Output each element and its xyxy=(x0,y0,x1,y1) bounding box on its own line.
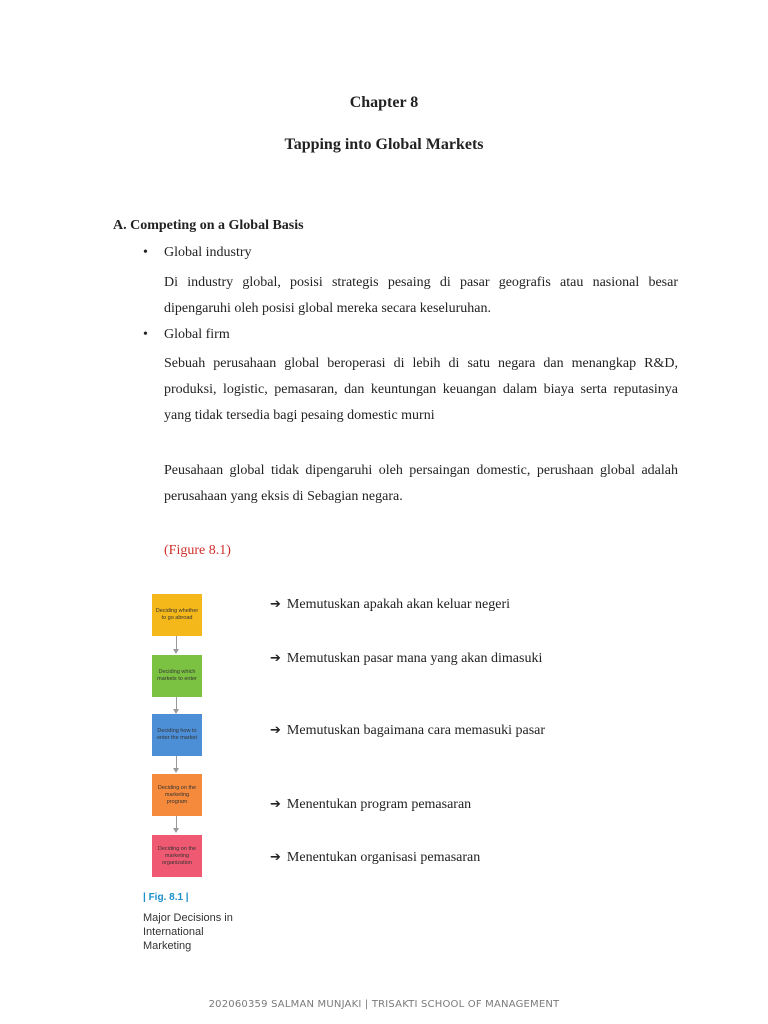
paragraph-global-industry: Di industry global, posisi strategis pesaing di pasar geografis atau nasional besar dipengaruhi oleh posisi global mereka secara keseluruhan. xyxy=(164,275,678,316)
flow-box-marketing-program xyxy=(152,774,202,816)
figure-caption: Major Decisions in International Marketing xyxy=(143,912,233,952)
flow-arrow-down-icon xyxy=(173,768,179,773)
flow-box-go-abroad xyxy=(152,594,202,636)
arrow-right-icon: ➔ xyxy=(270,651,281,666)
arrow-right-icon: ➔ xyxy=(270,797,281,812)
step-which-markets xyxy=(270,651,542,667)
bullet-dot-icon: • xyxy=(143,327,148,342)
flow-arrow-down-icon xyxy=(173,649,179,654)
chapter-title: Tapping into Global Markets xyxy=(284,136,484,153)
flow-box-text: Deciding how to enter the market xyxy=(156,728,198,741)
section-heading: A. Competing on a Global Basis xyxy=(113,218,304,233)
arrow-right-icon: ➔ xyxy=(270,850,281,865)
flow-connector xyxy=(176,636,177,650)
step-how-to-enter xyxy=(270,723,545,739)
step-marketing-program xyxy=(270,797,471,813)
bullet-dot-icon: • xyxy=(143,245,148,260)
figure-reference: (Figure 8.1) xyxy=(164,543,231,558)
step-text: Memutuskan pasar mana yang akan dimasuki xyxy=(286,651,543,666)
flow-arrow-down-icon xyxy=(173,828,179,833)
bullet-label-global-industry: Global industry xyxy=(164,245,252,260)
paragraph-global-company: Peusahaan global tidak dipengaruhi oleh persaingan domestic, perushaan global adalah perusahaan yang eksis di Sebagian negara. xyxy=(164,463,678,504)
flow-box-text: Deciding on the marketing organization xyxy=(157,845,197,866)
page-footer: 202060359 SALMAN MUNJAKI | TRISAKTI SCHOOL OF MANAGEMENT xyxy=(208,999,560,1010)
flow-box-text: Deciding whether to go abroad xyxy=(155,608,199,621)
figure-label: | Fig. 8.1 | xyxy=(143,892,189,903)
paragraph-global-firm: Sebuah perusahaan global beroperasi di lebih di satu negara dan menangkap R&D, produksi, logistic, pemasaran, dan keuntungan keuangan dalam biaya serta reputasinya yang tidak tersedia bagi pesaing domestic murni xyxy=(164,356,678,423)
flow-box-marketing-organization xyxy=(152,835,202,877)
step-text: Memutuskan bagaimana cara memasuki pasar xyxy=(286,723,546,738)
step-text: Memutuskan apakah akan keluar negeri xyxy=(286,597,511,612)
flow-box-how-to-enter xyxy=(152,714,202,756)
arrow-right-icon: ➔ xyxy=(270,597,281,612)
chapter-number: Chapter 8 xyxy=(349,94,419,111)
flow-box-which-markets xyxy=(152,655,202,697)
flow-box-text: Deciding on the marketing program xyxy=(157,784,197,805)
flow-box-text: Deciding which markets to enter xyxy=(157,669,197,682)
bullet-label-global-firm: Global firm xyxy=(164,327,230,342)
step-text: Menentukan organisasi pemasaran xyxy=(286,850,481,865)
arrow-right-icon: ➔ xyxy=(270,723,281,738)
step-text: Menentukan program pemasaran xyxy=(286,797,472,812)
step-marketing-organization xyxy=(270,850,480,866)
step-go-abroad xyxy=(270,597,510,613)
